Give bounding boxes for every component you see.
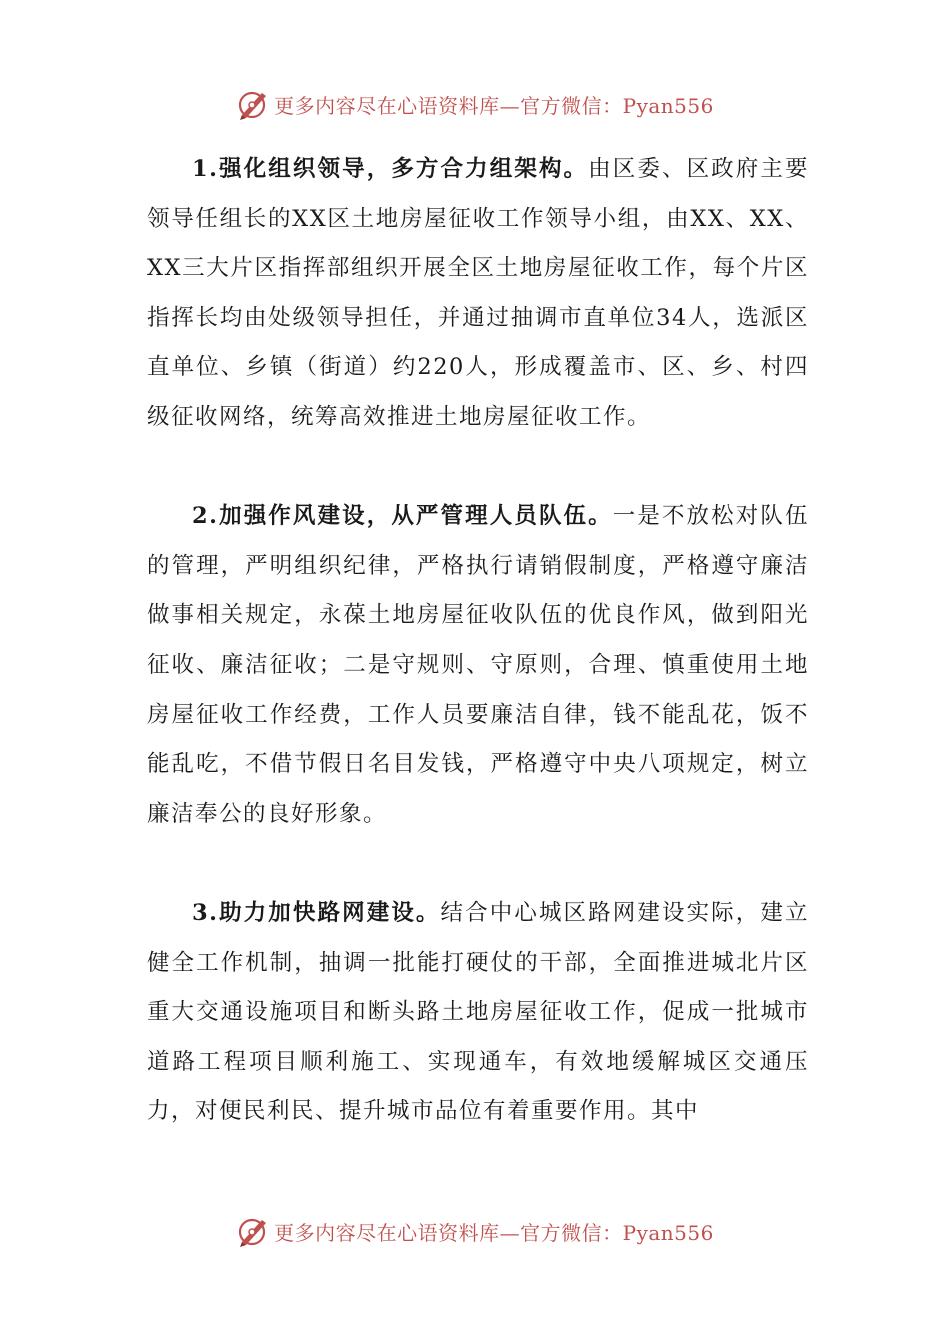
paragraph-3-heading: 3.助力加快路网建设。 [192, 899, 441, 926]
pen-circle-logo-icon [236, 87, 270, 121]
document-body [147, 145, 809, 1186]
paragraph-1 [147, 145, 809, 443]
paragraph-1-body: 由区委、区政府主要领导任组长的XX区土地房屋征收工作领导小组，由XX、XX、XX三大片区指挥部组织开展全区土地房屋征收工作，每个片区指挥长均由处级领导担任，并通过抽调市直单位34人，选派区直单位、乡镇（街道）约220人，形成覆盖市、区、乡、村四级征收网络，统筹高效推进土地房屋征收工作。 [147, 156, 809, 430]
watermark-banner-top [0, 84, 950, 124]
watermark-text: 更多内容尽在心语资料库—官方微信：Pyan556 [274, 93, 714, 118]
pen-circle-logo-icon [236, 1214, 270, 1248]
paragraph-2-body: 一是不放松对队伍的管理，严明组织纪律，严格执行请销假制度，严格遵守廉洁做事相关规定，永葆土地房屋征收队伍的优良作风，做到阳光征收、廉洁征收；二是守规则、守原则，合理、慎重使用土地房屋征收工作经费，工作人员要廉洁自律，钱不能乱花，饭不能乱吃，不借节假日名目发钱，严格遵守中央八项规定，树立廉洁奉公的良好形象。 [147, 503, 809, 827]
paragraph-1-heading: 1.强化组织领导，多方合力组架构。 [192, 156, 589, 182]
paragraph-3-body: 结合中心城区路网建设实际，建立健全工作机制，抽调一批能打硬仗的干部，全面推进城北片区重大交通设施项目和断头路土地房屋征收工作，促成一批城市道路工程项目顺利施工、实现通车，有效地缓解城区交通压力，对便民利民、提升城市品位有着重要作用。其中 [147, 899, 809, 1125]
paragraph-3 [147, 889, 809, 1137]
paragraph-2 [147, 492, 809, 839]
watermark-text: 更多内容尽在心语资料库—官方微信：Pyan556 [274, 1220, 714, 1245]
watermark-banner-bottom [0, 1211, 950, 1251]
paragraph-2-heading: 2.加强作风建设，从严管理人员队伍。 [192, 503, 613, 530]
